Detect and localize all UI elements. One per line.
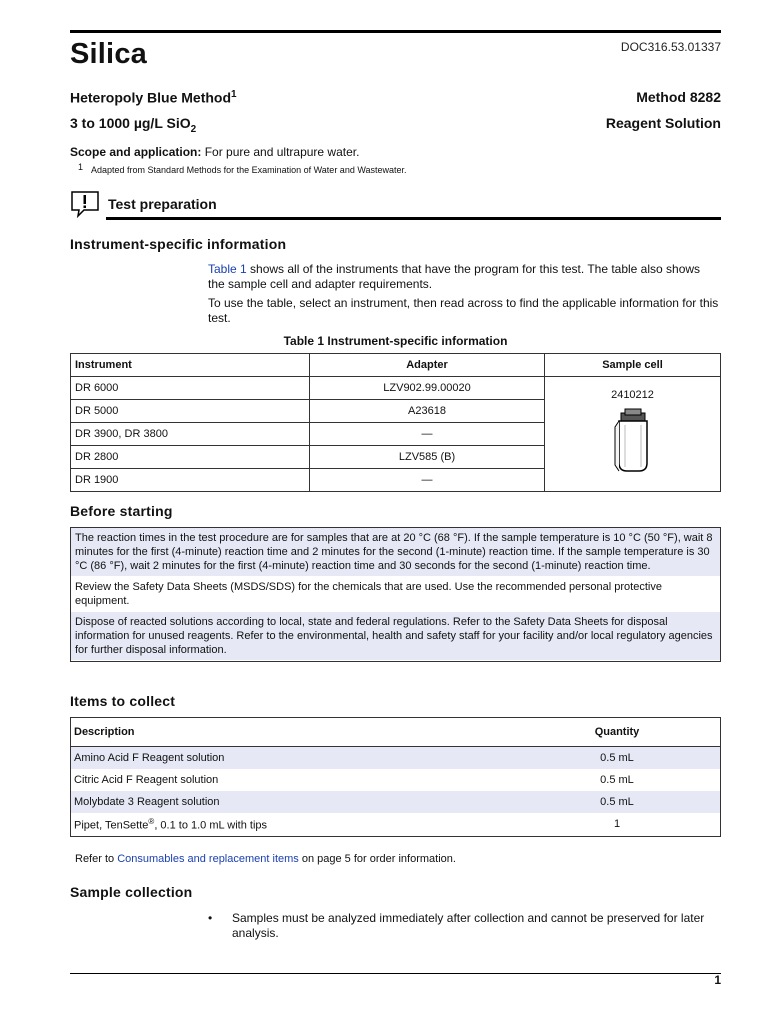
table-row <box>71 377 721 400</box>
instrument-cell: DR 2800 <box>71 446 310 469</box>
format-label: Reagent Solution <box>605 115 721 131</box>
refer-text: Refer to Consumables and replacement items on page 5 for order information. <box>75 853 456 865</box>
item-quantity: 1 <box>613 818 621 830</box>
page-number: 1 <box>714 973 721 987</box>
item-quantity: 0.5 mL <box>600 774 634 786</box>
adapter-cell: LZV902.99.00020 <box>310 377 545 400</box>
item-description: Molybdate 3 Reagent solution <box>70 791 513 813</box>
method-number: Method 8282 <box>636 89 721 105</box>
item-quantity: 0.5 mL <box>513 747 721 770</box>
column-header-quantity: Quantity <box>513 718 721 747</box>
instrument-info-paragraph-1: Table 1 shows all of the instruments that have the program for this test. The table also shows the sample cell and adapter requirements. <box>208 262 701 291</box>
table-1-link[interactable]: Table 1 <box>208 262 247 276</box>
range-text: 3 to 1000 µg/L SiO$_2$ <box>70 115 197 135</box>
note-item: Review the Safety Data Sheets (MSDS/SDS) for the chemicals that are used. Use the recommended personal protective equipment. <box>71 577 720 612</box>
sample-cell-number: 2410212 <box>611 389 654 401</box>
items-heading: Items to collect <box>70 693 176 709</box>
method-name: Heteropoly Blue Method$^1$ <box>70 89 237 106</box>
adapter-cell: LZV585 (B) <box>310 446 545 469</box>
table-header-row <box>70 718 721 747</box>
instrument-cell: DR 1900 <box>71 469 310 492</box>
section-rule <box>106 217 721 220</box>
consumables-link[interactable]: Consumables and replacement items <box>117 853 299 865</box>
top-rule <box>70 30 721 33</box>
instrument-cell: DR 3900, DR 3800 <box>71 423 310 446</box>
before-starting-heading: Before starting <box>70 503 173 519</box>
note-item: Dispose of reacted solutions according to local, state and federal regulations. Refer to the Safety Data Sheets for disposal information for unused reagents. Refer to the environmental, health and safety staff for your facility and/or local regulatory agencies for further disposal information. <box>71 612 720 661</box>
sample-collection-heading: Sample collection <box>70 884 193 900</box>
item-quantity: 0.5 mL <box>513 791 721 813</box>
footnote-ref: 1 <box>231 89 237 100</box>
table-row <box>70 769 721 791</box>
sample-cell-icon <box>611 407 655 475</box>
footnote: 1 Adapted from Standard Methods for the Examination of Water and Wastewater. <box>78 162 407 175</box>
sample-cell-cell <box>545 377 721 492</box>
bullet-item: • Samples must be analyzed immediately after collection and cannot be preserved for later analysis. <box>208 911 705 940</box>
before-starting-notes <box>70 527 721 662</box>
column-header-description: Description <box>70 718 513 747</box>
page-title: Silica <box>70 38 147 70</box>
column-header-instrument: Instrument <box>71 354 310 377</box>
scope-text: Scope and application: For pure and ultrapure water. <box>70 145 360 159</box>
table-header-row <box>71 354 721 377</box>
instrument-info-heading: Instrument-specific information <box>70 236 287 252</box>
table-row <box>70 747 721 770</box>
note-item: The reaction times in the test procedure are for samples that are at 20 °C (68 °F). If the sample temperature is 10 °C (50 °F), wait 8 minutes for the first (4-minute) reaction time and 2 minutes for the second (1-minute) reaction time. If the sample temperature is 30 °C (86 °F), wait 2 minutes for the first (4-minute) reaction time and 30 seconds for the second (1-minute) reaction time. <box>71 528 720 577</box>
table-1-caption: Table 1 Instrument-specific information <box>283 334 508 348</box>
table-row <box>70 813 721 835</box>
bullet-dot: • <box>208 911 213 925</box>
test-preparation-title: Test preparation <box>108 196 217 212</box>
items-table <box>70 717 721 835</box>
note-icon <box>70 190 100 218</box>
instrument-table <box>70 353 721 492</box>
document-number: DOC316.53.01337 <box>620 40 721 54</box>
item-description: Pipet, TenSette®, 0.1 to 1.0 mL with tips <box>74 816 268 832</box>
footer-rule <box>70 973 721 974</box>
instrument-cell: DR 5000 <box>71 400 310 423</box>
column-header-sample-cell: Sample cell <box>545 354 721 377</box>
table-row <box>70 791 721 813</box>
item-description: Amino Acid F Reagent solution <box>70 747 513 770</box>
instrument-info-paragraph-2: To use the table, select an instrument, then read across to find the applicable information for this test. <box>208 296 719 325</box>
adapter-cell: A23618 <box>310 400 545 423</box>
item-description: Citric Acid F Reagent solution <box>74 774 219 786</box>
adapter-cell: — <box>310 469 545 492</box>
instrument-cell: DR 6000 <box>71 377 310 400</box>
adapter-cell: — <box>310 423 545 446</box>
column-header-adapter: Adapter <box>310 354 545 377</box>
